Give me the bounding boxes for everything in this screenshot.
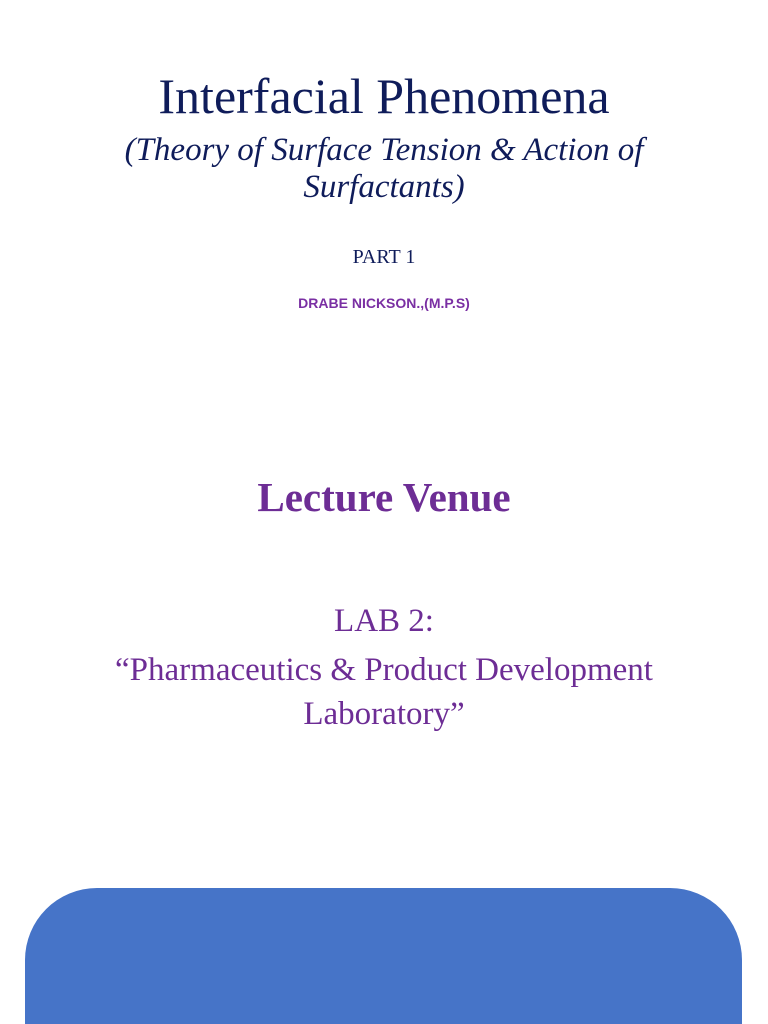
slide-subtitle: (Theory of Surface Tension & Action of Surfactants)	[124, 132, 644, 205]
venue-name: “Pharmaceutics & Product Development Laboratory”	[115, 652, 653, 732]
author-name: DRABE NICKSON.,(M.P.S)	[298, 295, 470, 311]
decorative-blue-panel	[25, 888, 742, 1024]
venue-lab: LAB 2:	[334, 603, 434, 639]
venue-heading: Lecture Venue	[257, 474, 511, 520]
slide-title: Interfacial Phenomena	[158, 68, 610, 124]
part-label: PART 1	[352, 246, 416, 268]
